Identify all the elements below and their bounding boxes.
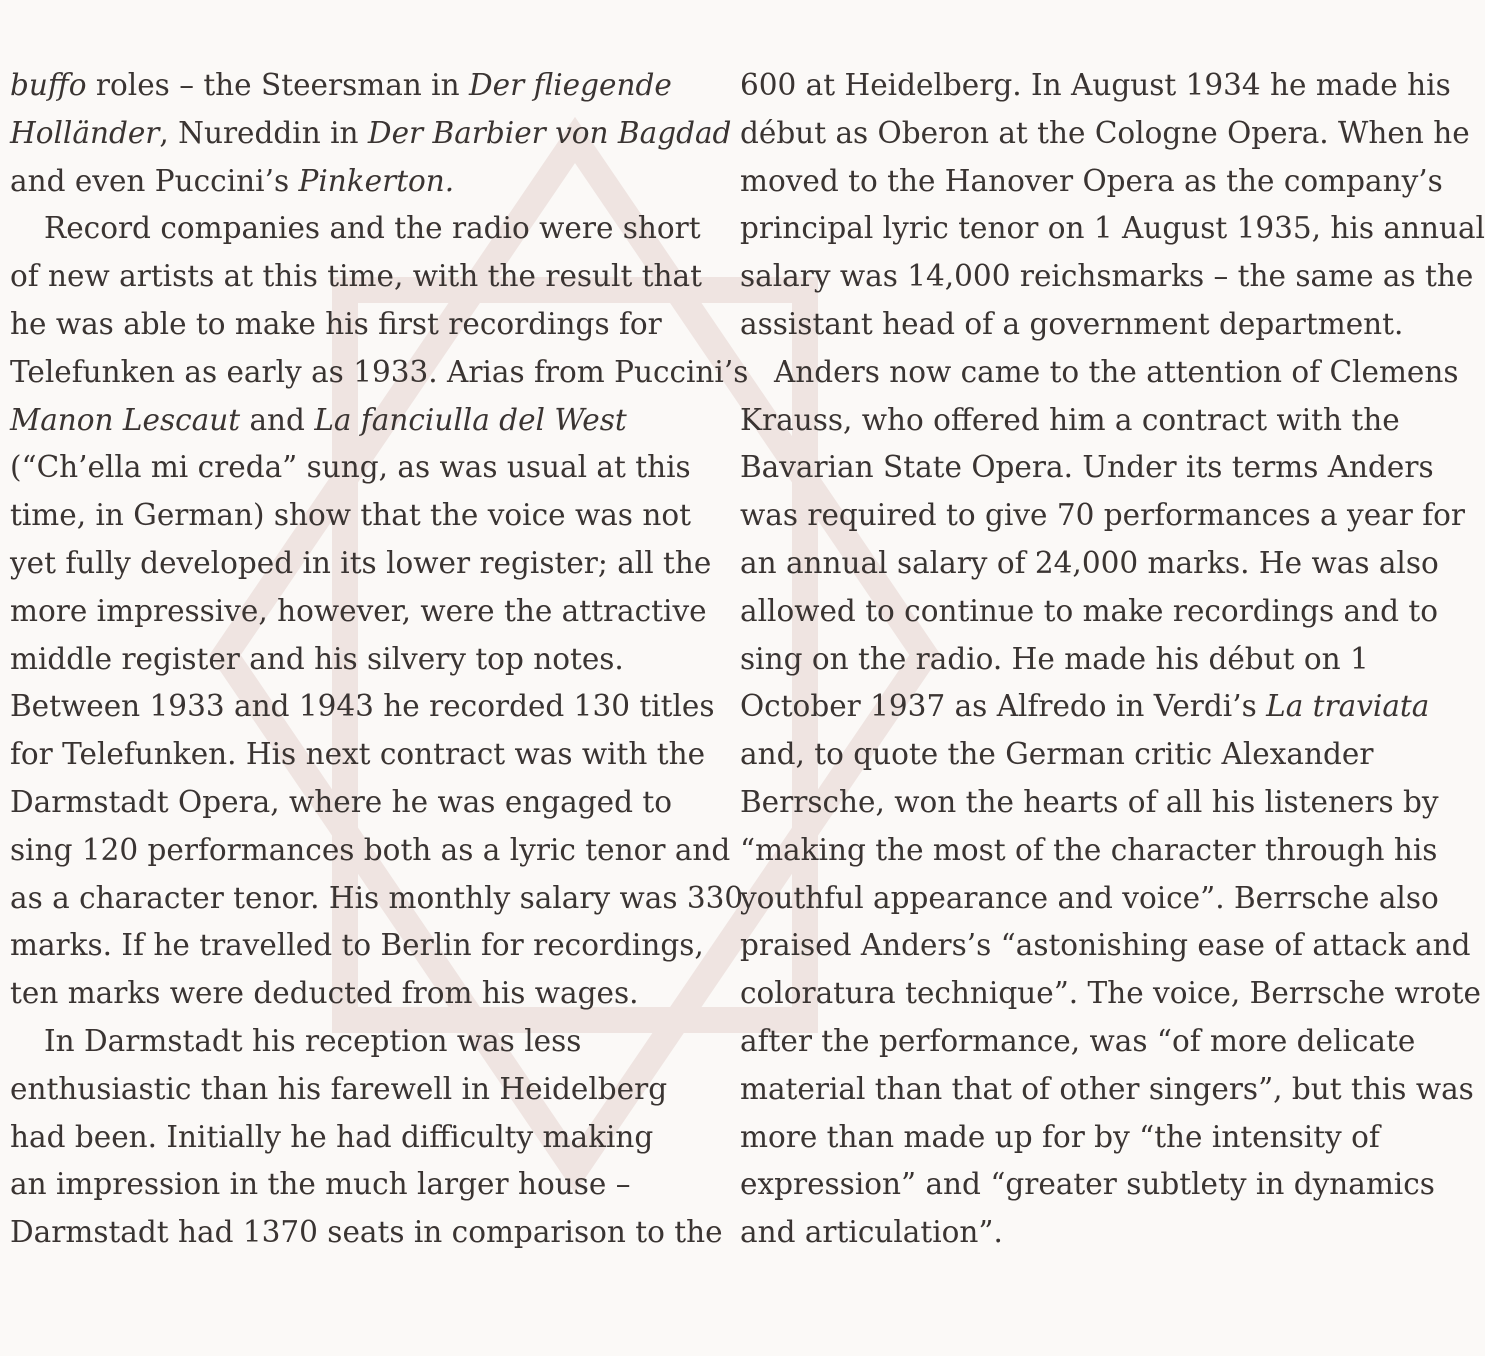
text-line <box>740 110 1470 158</box>
text-line <box>10 1114 710 1162</box>
text-line <box>10 62 710 110</box>
text-segment: Anders now came to the attention of Clemens <box>774 354 1459 389</box>
text-line <box>10 397 710 445</box>
text-segment: praised Anders’s “astonishing ease of attack and <box>740 928 1471 963</box>
text-line <box>10 683 715 731</box>
text-line <box>10 875 744 923</box>
italic-title: Manon Lescaut <box>10 402 241 437</box>
text-line <box>10 970 710 1018</box>
text-line <box>740 1161 1440 1209</box>
text-line <box>740 205 1485 253</box>
text-line <box>10 1066 710 1114</box>
text-segment: salary was 14,000 reichsmarks – the same as the <box>740 259 1474 294</box>
text-segment: “making the most of the character through his <box>740 832 1438 867</box>
text-segment: enthusiastic than his farewell in Heidelberg <box>10 1071 668 1106</box>
text-segment: moved to the Hanover Opera as the company’s <box>740 163 1443 198</box>
text-line <box>10 1209 723 1257</box>
text-line <box>740 922 1471 970</box>
text-segment: more impressive, however, were the attractive <box>10 593 707 628</box>
text-line <box>740 875 1440 923</box>
text-segment: ten marks were deducted from his wages. <box>10 976 639 1011</box>
text-line <box>10 1161 710 1209</box>
text-line <box>740 1018 1440 1066</box>
text-segment: In Darmstadt his reception was less <box>44 1023 582 1058</box>
text-segment: after the performance, was “of more delicate <box>740 1023 1416 1058</box>
text-line <box>740 158 1443 206</box>
text-line <box>10 205 710 253</box>
italic-title: Der fliegende <box>468 68 672 102</box>
text-segment: an annual salary of 24,000 marks. He was also <box>740 545 1439 580</box>
text-line <box>10 922 710 970</box>
text-segment: middle register and his silvery top notes. <box>10 641 624 676</box>
text-segment: Krauss, who offered him a contract with the <box>740 402 1400 437</box>
text-line <box>740 827 1440 875</box>
text-line <box>10 158 710 206</box>
text-line <box>10 492 710 540</box>
text-segment: for Telefunken. His next contract was with the <box>10 737 706 772</box>
text-segment: he was able to make his first recordings for <box>10 306 662 341</box>
text-line <box>740 301 1440 349</box>
italic-title: La fanciulla del West <box>314 402 627 437</box>
italic-title: Pinkerton. <box>298 163 455 198</box>
text-segment: expression” and “greater subtlety in dynamics <box>740 1167 1435 1202</box>
text-line <box>740 1066 1474 1114</box>
italic-title: Holländer <box>10 115 160 150</box>
text-segment: (“Ch’ella mi creda” sung, as was usual at this <box>10 450 691 485</box>
text-line <box>10 588 710 636</box>
left-text-column <box>10 62 749 1257</box>
text-segment: marks. If he travelled to Berlin for recordings, <box>10 928 704 963</box>
text-line <box>740 540 1440 588</box>
text-line <box>740 731 1440 779</box>
text-segment: assistant head of a government department. <box>740 306 1404 341</box>
text-segment: Bavarian State Opera. Under its terms Anders <box>740 450 1434 485</box>
text-segment: allowed to continue to make recordings and to <box>740 593 1438 628</box>
text-line <box>10 444 710 492</box>
text-segment: principal lyric tenor on 1 August 1935, his annual <box>740 211 1485 246</box>
text-line <box>740 779 1440 827</box>
text-segment: and, to quote the German critic Alexander <box>740 737 1374 772</box>
text-segment: of new artists at this time, with the result that <box>10 259 702 294</box>
text-line <box>10 253 710 301</box>
text-line <box>10 779 710 827</box>
text-line <box>740 253 1474 301</box>
italic-title: La traviata <box>1266 689 1430 724</box>
text-line <box>740 683 1440 731</box>
text-segment: yet fully developed in its lower register; all the <box>10 545 712 580</box>
text-line <box>740 397 1440 445</box>
text-segment: more than made up for by “the intensity of <box>740 1119 1380 1154</box>
text-segment: had been. Initially he had difficulty making <box>10 1119 654 1154</box>
italic-title: Der Barbier von Bagdad <box>367 115 732 150</box>
text-segment: Record companies and the radio were short <box>44 211 701 246</box>
text-segment: coloratura technique”. The voice, Berrsche wrote <box>740 976 1481 1011</box>
text-segment: as a character tenor. His monthly salary was 330 <box>10 880 744 915</box>
text-segment: Darmstadt Opera, where he was engaged to <box>10 784 672 819</box>
text-line <box>740 62 1451 110</box>
text-line <box>10 110 732 158</box>
text-segment: roles – the Steersman in <box>86 68 469 102</box>
text-segment: and <box>240 402 315 437</box>
text-segment: and even Puccini’s <box>10 163 299 198</box>
text-segment: sing on the radio. He made his début on 1 <box>740 641 1369 676</box>
right-text-column <box>740 62 1485 1257</box>
text-line <box>740 1209 1440 1257</box>
text-segment: début as Oberon at the Cologne Opera. When he <box>740 115 1470 150</box>
text-segment: 600 at Heidelberg. In August 1934 he made his <box>740 68 1451 102</box>
text-segment: time, in German) show that the voice was not <box>10 498 691 533</box>
text-segment: sing 120 performances both as a lyric tenor and <box>10 832 731 867</box>
text-line <box>10 636 710 684</box>
text-segment: , Nureddin in <box>159 115 368 150</box>
text-line <box>10 1018 710 1066</box>
italic-title: buffo <box>10 68 87 102</box>
text-line <box>10 540 710 588</box>
text-segment: Darmstadt had 1370 seats in comparison to the <box>10 1215 723 1250</box>
text-segment: an impression in the much larger house – <box>10 1167 631 1202</box>
text-line <box>740 1114 1440 1162</box>
text-segment: youthful appearance and voice”. Berrsche also <box>740 880 1439 915</box>
text-segment: Between 1933 and 1943 he recorded 130 titles <box>10 689 715 724</box>
text-segment: was required to give 70 performances a year for <box>740 498 1465 533</box>
text-segment: October 1937 as Alfredo in Verdi’s <box>740 689 1267 724</box>
text-line <box>10 349 749 397</box>
text-line <box>740 588 1440 636</box>
text-line <box>740 444 1440 492</box>
text-line <box>10 731 710 779</box>
text-segment: and articulation”. <box>740 1215 1003 1250</box>
text-line <box>740 492 1465 540</box>
text-line <box>10 827 731 875</box>
text-line <box>740 349 1459 397</box>
text-segment: Telefunken as early as 1933. Arias from Puccini’s <box>10 354 749 389</box>
text-segment: Berrsche, won the hearts of all his listeners by <box>740 784 1439 819</box>
text-line <box>740 970 1481 1018</box>
text-line <box>10 301 710 349</box>
text-line <box>740 636 1440 684</box>
text-segment: material than that of other singers”, but this was <box>740 1071 1474 1106</box>
